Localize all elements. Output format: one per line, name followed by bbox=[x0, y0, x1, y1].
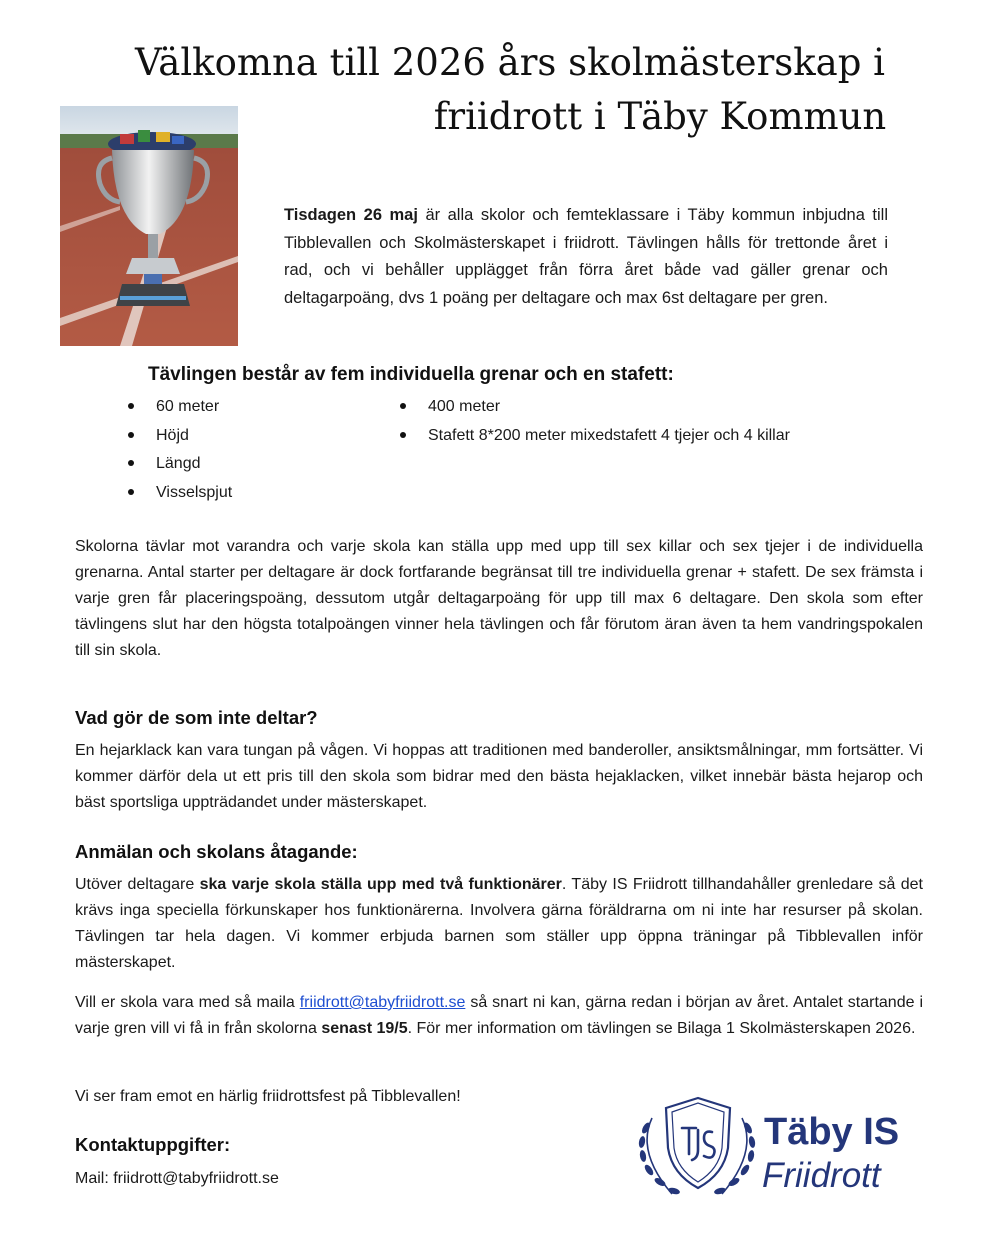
non-participants-heading: Vad gör de som inte deltar? bbox=[75, 707, 318, 728]
email-link[interactable]: friidrott@tabyfriidrott.se bbox=[299, 994, 466, 1011]
laurel-shield-icon bbox=[632, 1088, 762, 1206]
contact-heading: Kontaktuppgifter: bbox=[75, 1134, 231, 1155]
trophy-photo bbox=[60, 106, 238, 346]
list-item: Höjd bbox=[126, 425, 366, 446]
list-item: 60 meter bbox=[126, 396, 366, 417]
contact-text-mid: så snart ni kan, gärna redan i början av året. Antalet startande i varje gren vill vi få in från skolorna bbox=[75, 994, 923, 1037]
non-participants-paragraph: En hejarklack kan vara tungan på vågen. Vi hoppas att traditionen med banderoller, ansiktsmålningar, mm fortsätter. Vi kommer därför dela ut ett pris till den skola som bidrar med den bästa hejaklacken, vilket innebär bästa hejarop och bäst sportsliga uppträdandet under mästerskapet. bbox=[75, 742, 923, 811]
logo-name: Täby IS bbox=[764, 1111, 900, 1153]
list-item: Längd bbox=[126, 453, 366, 474]
contact-paragraph bbox=[75, 990, 923, 1042]
contact-mail: Mail: friidrott@tabyfriidrott.se bbox=[75, 1170, 279, 1187]
list-item: Stafett 8*200 meter mixedstafett 4 tjejer och 4 killar bbox=[398, 425, 818, 447]
list-item: Visselspjut bbox=[126, 482, 366, 503]
intro-paragraph bbox=[284, 202, 888, 312]
title-line-1: Välkomna till 2026 års skolmästerskap i bbox=[134, 41, 886, 84]
contact-text-start: Vill er skola vara med så maila bbox=[75, 994, 300, 1011]
events-list-left bbox=[126, 396, 366, 510]
list-item: 400 meter bbox=[398, 396, 818, 417]
deadline: senast 19/5 bbox=[321, 1020, 408, 1037]
intro-date: Tisdagen 26 maj bbox=[284, 206, 418, 224]
registration-requirement: ska varje skola ställa upp med två funktionärer bbox=[199, 876, 562, 893]
registration-text-end: . Täby IS Friidrott tillhandahåller grenledare så det krävs inga speciella förkunskaper hos funktionärerna. Involvera gärna föräldrarna om ni inte har resurser på skolan. Tävlingen tar hela dagen. Vi kommer erbjuda barnen som ställer upp öppna träningar på Tibblevallen inför mästerskapet. bbox=[75, 876, 923, 971]
rules-paragraph: Skolorna tävlar mot varandra och varje skola kan ställa upp med upp till sex killar och sex tjejer i de individuella grenarna. Antal starter per deltagare är dock fortfarande begränsat till tre individuella grenar + stafett. De sex främsta i varje gren får placeringspoäng, dessutom utgår deltagarpoäng för upp till max 6 deltagare. Den skola som efter tävlingens slut har den högsta totalpoängen vinner hela tävlingen och får förutom äran även ta hem vandringspokalen till sin skola. bbox=[75, 538, 923, 659]
registration-paragraph bbox=[75, 872, 923, 976]
events-list-right bbox=[398, 396, 818, 454]
closing-line: Vi ser fram emot en härlig friidrottsfest på Tibblevallen! bbox=[75, 1088, 461, 1105]
registration-text-start: Utöver deltagare bbox=[75, 876, 200, 893]
events-heading: Tävlingen består av fem individuella grenar och en stafett: bbox=[148, 364, 674, 385]
title-line-2: friidrott i Täby Kommun bbox=[433, 95, 887, 138]
registration-heading: Anmälan och skolans åtagande: bbox=[75, 841, 358, 862]
logo-subtitle: Friidrott bbox=[762, 1156, 881, 1195]
contact-text-end: . För mer information om tävlingen se Bilaga 1 Skolmästerskapen 2026. bbox=[407, 1020, 916, 1037]
intro-text: är alla skolor och femteklassare i Täby kommun inbjudna till Tibblevallen och Skolmästerskapet i friidrott. Tävlingen hålls för trettonde året i rad, och vi behåller upplägget från förra året både vad gäller grenar och deltagarpoäng, dvs 1 poäng per deltagare och max 6st deltagare per gren. bbox=[284, 206, 888, 307]
